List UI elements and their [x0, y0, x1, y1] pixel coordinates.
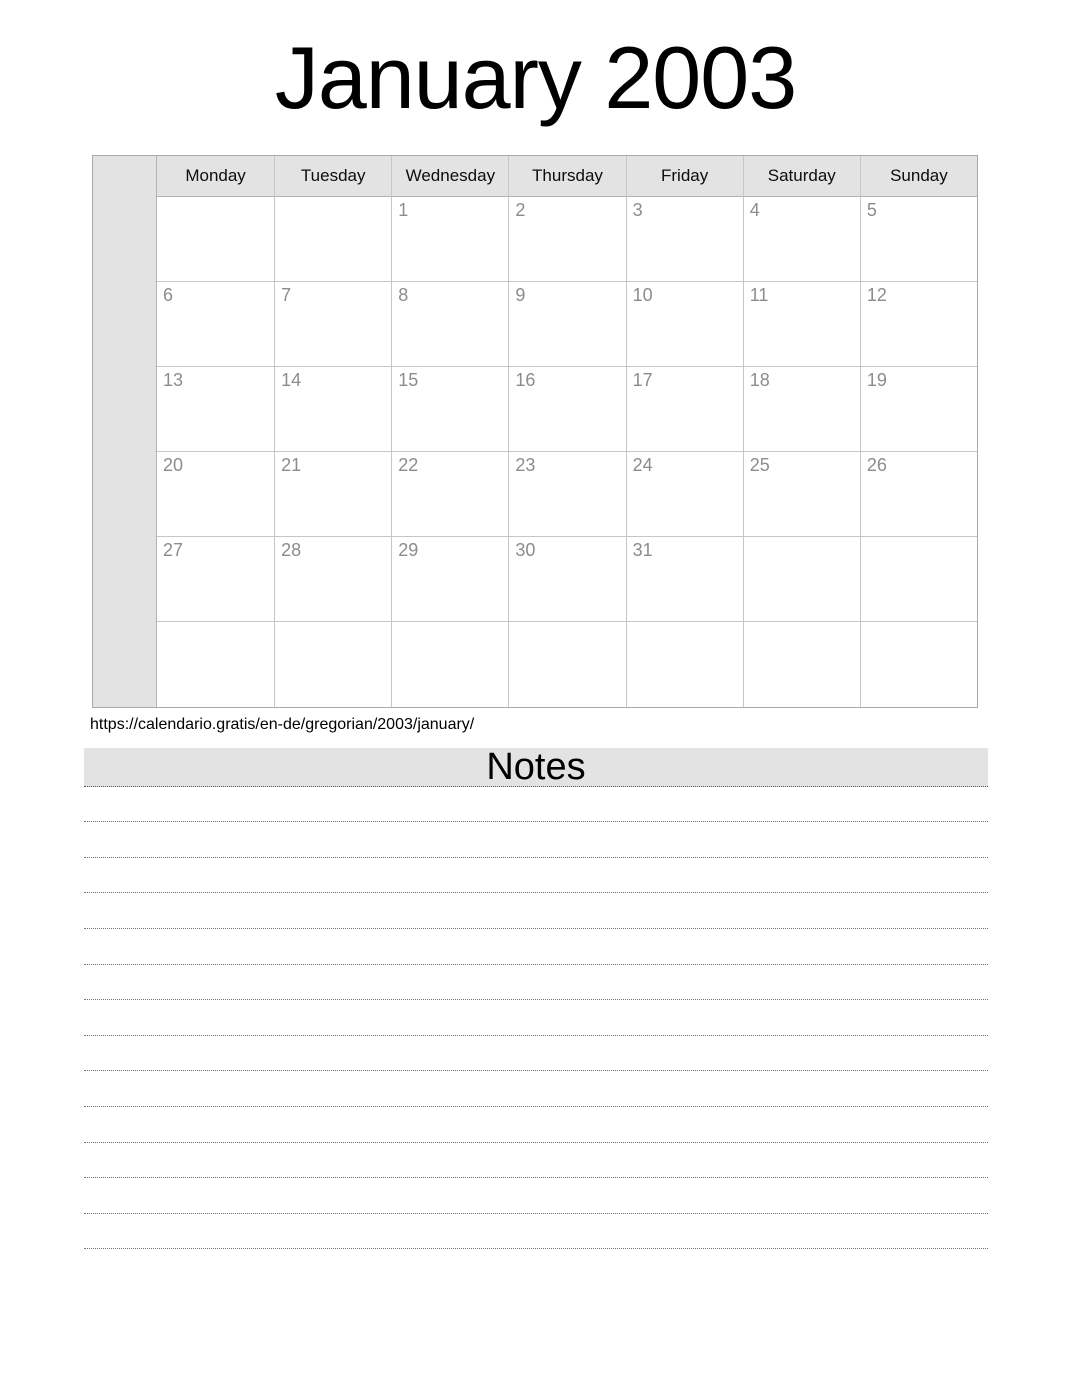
notes-line	[84, 1178, 988, 1214]
calendar-day-cell	[860, 537, 977, 622]
day-number: 15	[398, 369, 419, 390]
notes-line	[84, 822, 988, 858]
weekday-header: Saturday	[743, 156, 860, 197]
day-number: 27	[163, 539, 184, 560]
calendar-day-cell	[274, 452, 391, 537]
notes-line	[84, 787, 988, 823]
day-number: 6	[163, 284, 174, 305]
day-number: 16	[515, 369, 536, 390]
calendar-day-cell	[391, 537, 508, 622]
calendar-day-cell	[743, 452, 860, 537]
calendar-day-cell	[743, 622, 860, 707]
calendar-day-cell	[508, 197, 625, 282]
calendar-day-cell	[157, 622, 274, 707]
calendar-day-cell	[274, 537, 391, 622]
weekday-header: Sunday	[860, 156, 977, 197]
day-number: 30	[515, 539, 536, 560]
day-number: 21	[281, 454, 302, 475]
day-number: 18	[749, 369, 770, 390]
day-number: 31	[632, 539, 653, 560]
weekday-header: Friday	[626, 156, 743, 197]
day-number: 24	[632, 454, 653, 475]
notes-line	[84, 893, 988, 929]
day-number: 2	[515, 199, 526, 220]
calendar-day-cell	[626, 537, 743, 622]
calendar-day-cell	[743, 197, 860, 282]
calendar-day-cell	[860, 282, 977, 367]
calendar-day-cell	[157, 367, 274, 452]
day-number: 7	[281, 284, 292, 305]
calendar-day-cell	[391, 622, 508, 707]
calendar-day-cell	[743, 282, 860, 367]
calendar-side-column	[93, 156, 157, 707]
calendar-day-cell	[860, 197, 977, 282]
calendar-day-cell	[274, 282, 391, 367]
weekday-header: Monday	[157, 156, 274, 197]
day-number: 19	[866, 369, 887, 390]
day-number: 17	[632, 369, 653, 390]
notes-title: Notes	[84, 748, 988, 787]
day-number: 29	[398, 539, 419, 560]
day-number: 25	[749, 454, 770, 475]
calendar-day-cell	[860, 452, 977, 537]
calendar-day-cell	[508, 622, 625, 707]
calendar-day-cell	[274, 197, 391, 282]
day-number: 20	[163, 454, 184, 475]
calendar-day-cell	[391, 197, 508, 282]
notes-line	[84, 1036, 988, 1072]
day-number: 26	[866, 454, 887, 475]
calendar-table	[92, 155, 978, 708]
weekday-header: Thursday	[508, 156, 625, 197]
source-url: https://calendario.gratis/en-de/gregorian/2003/january/	[90, 715, 475, 733]
calendar-day-cell	[743, 367, 860, 452]
day-number: 23	[515, 454, 536, 475]
notes-line	[84, 1071, 988, 1107]
calendar-day-cell	[157, 197, 274, 282]
calendar-day-cell	[157, 282, 274, 367]
day-number: 12	[866, 284, 887, 305]
calendar-day-cell	[626, 197, 743, 282]
day-number: 3	[632, 199, 643, 220]
calendar-day-cell	[391, 452, 508, 537]
day-number: 9	[515, 284, 526, 305]
calendar-day-cell	[743, 537, 860, 622]
page-title: January 2003	[274, 28, 797, 127]
notes-line	[84, 965, 988, 1001]
calendar-day-cell	[157, 452, 274, 537]
notes-lines	[84, 787, 988, 1250]
calendar-day-cell	[157, 537, 274, 622]
day-number: 1	[398, 199, 409, 220]
calendar-day-cell	[391, 367, 508, 452]
calendar-day-cell	[274, 367, 391, 452]
day-number: 13	[163, 369, 184, 390]
notes-line	[84, 1107, 988, 1143]
notes-line	[84, 858, 988, 894]
day-number: 28	[281, 539, 302, 560]
calendar-day-cell	[508, 282, 625, 367]
calendar-day-cell	[860, 622, 977, 707]
calendar-day-cell	[626, 622, 743, 707]
calendar-day-cell	[391, 282, 508, 367]
notes-line	[84, 1214, 988, 1250]
calendar-day-cell	[274, 622, 391, 707]
calendar-day-cell	[508, 452, 625, 537]
calendar-day-cell	[860, 367, 977, 452]
day-number: 22	[398, 454, 419, 475]
day-number: 4	[749, 199, 760, 220]
notes-line	[84, 929, 988, 965]
weekday-header: Wednesday	[391, 156, 508, 197]
day-number: 14	[281, 369, 302, 390]
notes-line	[84, 1143, 988, 1179]
calendar-day-cell	[626, 282, 743, 367]
weekday-header: Tuesday	[274, 156, 391, 197]
day-number: 5	[866, 199, 877, 220]
calendar-day-cell	[508, 537, 625, 622]
day-number: 8	[398, 284, 409, 305]
calendar-day-cell	[626, 367, 743, 452]
calendar-day-cell	[508, 367, 625, 452]
notes-line	[84, 1000, 988, 1036]
notes-section	[84, 745, 988, 1250]
day-number: 11	[749, 284, 769, 305]
calendar-day-cell	[626, 452, 743, 537]
day-number: 10	[632, 284, 653, 305]
